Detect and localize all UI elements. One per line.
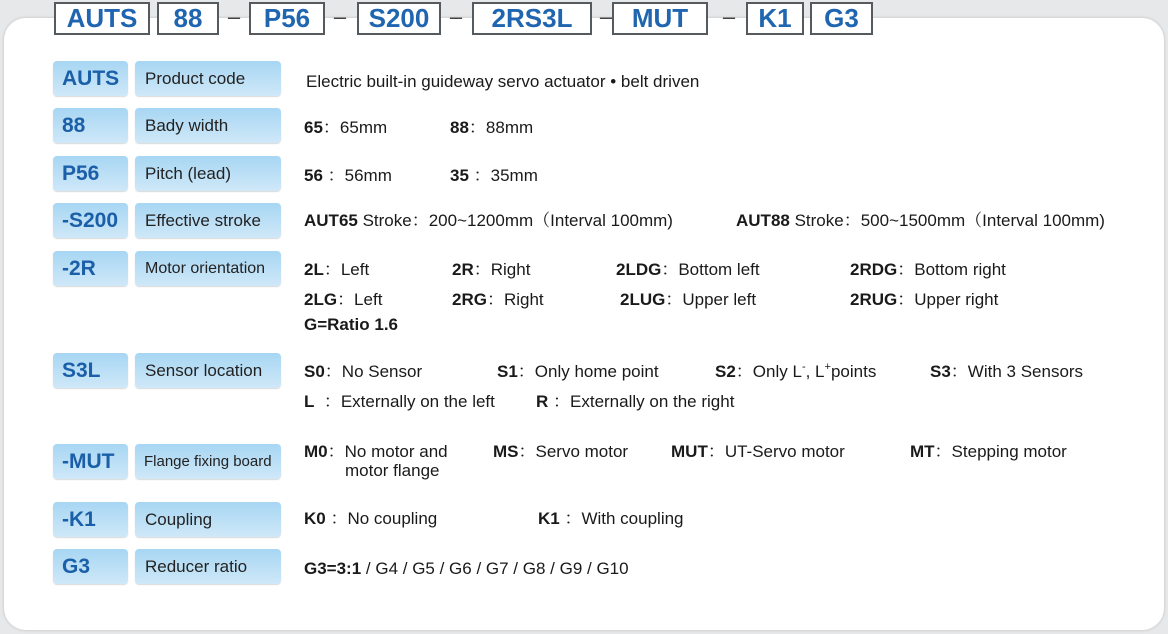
option-item: M0：No motor and: [304, 442, 448, 461]
option-item: 2R：Right: [452, 260, 531, 279]
row-code-chip: G3: [53, 549, 128, 584]
separator-dash: –: [227, 4, 241, 29]
row-label-chip: Product code: [135, 61, 281, 96]
row-label-chip: Flange fixing board: [135, 444, 281, 479]
row-label-chip: Bady width: [135, 108, 281, 143]
option-item: K0 ：No coupling: [304, 509, 438, 528]
ratio-note: G=Ratio 1.6: [304, 315, 399, 334]
row-label-chip: Reducer ratio: [135, 549, 281, 584]
row-code-chip: -2R: [53, 251, 128, 286]
product-description: Electric built-in guideway servo actuator • belt driven: [306, 72, 700, 91]
row-label-chip: Effective stroke: [135, 203, 281, 238]
code-box-mut: MUT: [612, 2, 708, 35]
row-code-chip: -K1: [53, 502, 128, 537]
option-item: 88：88mm: [450, 118, 534, 137]
option-item: MS：Servo motor: [493, 442, 629, 461]
option-item: 35 ：35mm: [450, 166, 538, 185]
separator-dash: –: [722, 4, 736, 29]
option-item: S3：With 3 Sensors: [930, 362, 1084, 381]
code-box-g3: G3: [810, 2, 873, 35]
separator-dash: –: [599, 4, 613, 29]
code-box-stroke: S200: [357, 2, 441, 35]
code-box-k1: K1: [746, 2, 804, 35]
row-code-chip: AUTS: [53, 61, 128, 96]
row-code-chip: -S200: [53, 203, 128, 238]
option-item: AUT65 Stroke：200~1200mm（Interval 100mm): [304, 211, 673, 230]
code-box-orientation: 2RS3L: [472, 2, 592, 35]
separator-dash: –: [333, 4, 347, 29]
option-item-continuation: motor flange: [345, 461, 440, 480]
option-item: L ：Externally on the left: [304, 392, 495, 411]
option-item: MT：Stepping motor: [910, 442, 1067, 461]
option-item: 2RDG：Bottom right: [850, 260, 1006, 279]
code-box-auts: AUTS: [54, 2, 150, 35]
option-item: 2LDG：Bottom left: [616, 260, 760, 279]
code-box-size: 88: [157, 2, 219, 35]
row-code-chip: -MUT: [53, 444, 128, 479]
option-item: R ：Externally on the right: [536, 392, 735, 411]
option-item: G3=3:1 / G4 / G5 / G6 / G7 / G8 / G9 / G10: [304, 559, 629, 578]
option-item: AUT88 Stroke：500~1500mm（Interval 100mm): [736, 211, 1105, 230]
row-label-chip: Sensor location: [135, 353, 281, 388]
row-label-chip: Motor orientation: [135, 251, 281, 286]
option-item: MUT：UT-Servo motor: [671, 442, 845, 461]
option-item: S1：Only home point: [497, 362, 659, 381]
option-item: 65：65mm: [304, 118, 388, 137]
option-item: K1 ：With coupling: [538, 509, 684, 528]
row-label-chip: Pitch (lead): [135, 156, 281, 191]
option-item: 2RG：Right: [452, 290, 544, 309]
row-code-chip: P56: [53, 156, 128, 191]
option-item: S0：No Sensor: [304, 362, 423, 381]
code-box-pitch: P56: [249, 2, 325, 35]
option-item: 2LUG：Upper left: [620, 290, 757, 309]
option-item: 2RUG：Upper right: [850, 290, 999, 309]
option-item: 2L：Left: [304, 260, 370, 279]
row-label-chip: Coupling: [135, 502, 281, 537]
option-item: 2LG：Left: [304, 290, 383, 309]
row-code-chip: S3L: [53, 353, 128, 388]
row-code-chip: 88: [53, 108, 128, 143]
option-item: S2：Only L-, L+points: [715, 361, 877, 381]
separator-dash: –: [449, 4, 463, 29]
option-item: 56 ：56mm: [304, 166, 392, 185]
